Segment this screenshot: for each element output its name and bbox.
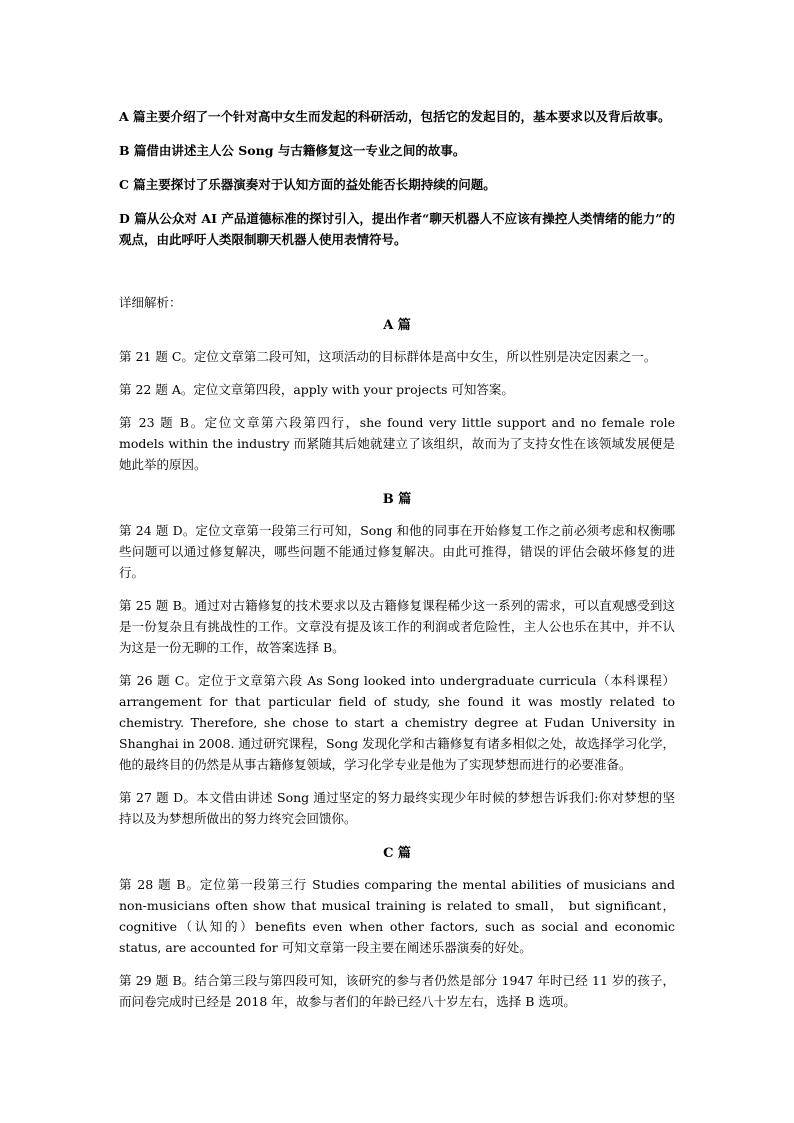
document-page [119, 106, 675, 1024]
section-b [119, 489, 675, 829]
summary-d: D 篇从公众对 AI 产品道德标准的探讨引入，提出作者“聊天机器人不应该有操控人类情绪的能力”的观点，由此呼吁人类限制聊天机器人使用表情符号。 [119, 211, 675, 247]
summary-c: C 篇主要探讨了乐器演奏对于认知方面的益处能否长期持续的问题。 [119, 177, 496, 192]
summary-b: B 篇借由讲述主人公 Song 与古籍修复这一专业之间的故事。 [119, 143, 466, 158]
question-26: 第 26 题 C。定位于文章第六段 As Song looked into undergraduate curricula（本科课程）arrangement for that particular field of study, she found it was mostly related to chemistry. Therefore, she chose to start a chemistry degree at Fudan University in Shanghai in 2008. 通过研究课程，Song 发现化学和古籍修复有诸多相似之处，故选择学习化学，他的最终目的仍然是从事古籍修复领域，学习化学专业是他为了实现梦想而进行的必要准备。 [119, 673, 676, 772]
summary-a: A 篇主要介绍了一个针对高中女生而发起的科研活动，包括它的发起目的，基本要求以及背后故事。 [119, 109, 671, 124]
section-b-title: B 篇 [382, 492, 412, 507]
section-a [119, 315, 675, 475]
section-c-title: C 篇 [383, 846, 411, 861]
question-25: 第 25 题 B。通过对古籍修复的技术要求以及古籍修复课程稀少这一系列的需求，可以直观感受到这是一份复杂且有挑战性的工作。文章没有提及该工作的利润或者危险性，主人公也乐在其中，并不认为这是一份无聊的工作，故答案选择 B。 [119, 598, 675, 655]
question-27: 第 27 题 D。本文借由讲述 Song 通过坚定的努力最终实现少年时候的梦想告诉我们:你对梦想的坚持以及为梦想所做出的努力终究会回馈你。 [119, 790, 675, 826]
section-c [119, 843, 675, 1012]
detailed-analysis-heading: 详细解析： [119, 295, 182, 310]
section-a-title: A 篇 [383, 318, 411, 333]
summary-block [119, 106, 675, 250]
question-21: 第 21 题 C。定位文章第二段可知，这项活动的目标群体是高中女生，所以性别是决定因素之一。 [119, 349, 657, 364]
question-22: 第 22 题 A。定位文章第四段，apply with your projects 可知答案。 [119, 382, 514, 397]
question-24: 第 24 题 D。定位文章第一段第三行可知，Song 和他的同事在开始修复工作之前必须考虑和权衡哪些问题可以通过修复解决，哪些问题不能通过修复解决。由此可推得，错误的评估会破坏修复的进行。 [119, 523, 675, 580]
question-23: 第 23 题 B。定位文章第六段第四行，she found very little support and no female role models within the industry 而紧随其后她就建立了该组织，故而为了支持女性在该领域发展便是她此举的原因。 [119, 415, 675, 472]
question-29: 第 29 题 B。结合第三段与第四段可知，该研究的参与者仍然是部分 1947 年时已经 11 岁的孩子，而问卷完成时已经是 2018 年，故参与者们的年龄已经八十岁左右，选择 B 选项。 [119, 973, 675, 1009]
question-28: 第 28 题 B。定位第一段第三行 Studies comparing the mental abilities of musicians and non-musicians often show that musical training is related to small， but significant， cognitive（认知的）benefits even when other factors, such as social and economic status, are accounted for 可知文章第一段主要在阐述乐器演奏的好处。 [119, 877, 675, 955]
